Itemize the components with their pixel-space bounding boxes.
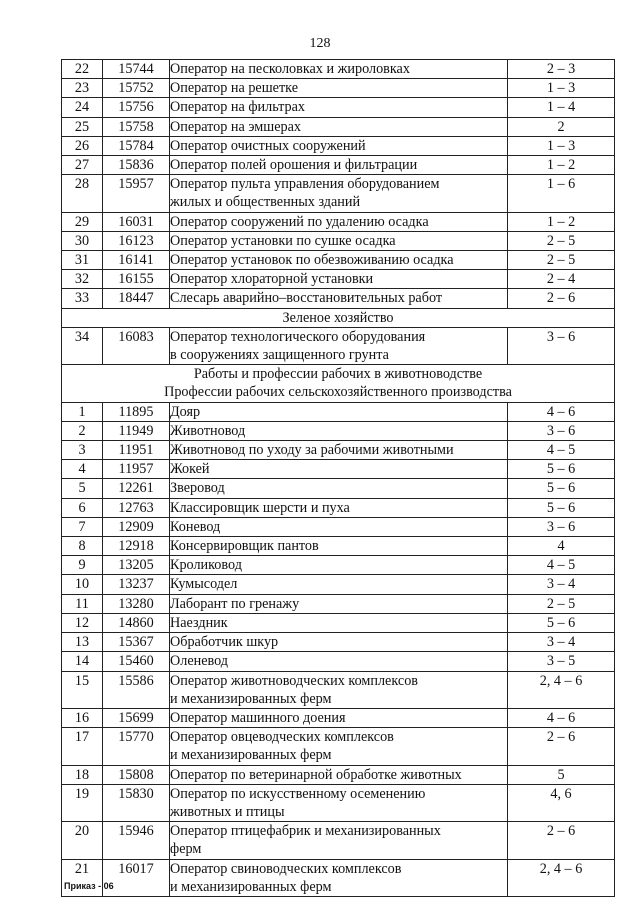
profession-name-line: Консервировщик пантов [170, 538, 319, 555]
profession-name [170, 784, 508, 821]
grade-range: 5 [508, 765, 615, 784]
profession-name-line: Зверовод [170, 480, 225, 497]
row-number: 22 [62, 60, 103, 79]
profession-name [170, 517, 508, 536]
profession-name-line: Слесарь аварийно–восстановительных работ [170, 290, 443, 307]
profession-name-line: Оператор хлораторной установки [170, 271, 374, 288]
profession-code: 15808 [103, 765, 170, 784]
profession-name-line: Наездник [170, 614, 228, 631]
profession-name-line: Оператор на эмшерах [170, 118, 301, 135]
grade-range: 2 – 5 [508, 594, 615, 613]
table-row [62, 594, 615, 613]
profession-name [170, 212, 508, 231]
table-row [62, 251, 615, 270]
grade-range: 3 – 6 [508, 421, 615, 440]
profession-code: 15836 [103, 156, 170, 175]
profession-name [170, 479, 508, 498]
grade-range: 4, 6 [508, 784, 615, 821]
profession-name-line: Оператор на песколовках и жироловках [170, 61, 410, 77]
profession-name [170, 498, 508, 517]
row-number: 3 [62, 441, 103, 460]
profession-name-line: животных и птицы [170, 803, 285, 820]
profession-name [170, 156, 508, 175]
row-number: 9 [62, 556, 103, 575]
row-number: 5 [62, 479, 103, 498]
profession-name [170, 575, 508, 594]
profession-code: 13280 [103, 594, 170, 613]
profession-name-line: Оператор по ветеринарной обработке животных [170, 766, 462, 783]
row-number: 33 [62, 289, 103, 308]
table-row [62, 79, 615, 98]
row-number: 32 [62, 270, 103, 289]
profession-name [170, 859, 508, 896]
table-row [62, 421, 615, 440]
profession-code: 16155 [103, 270, 170, 289]
profession-name-line: Животновод по уходу за рабочими животными [170, 442, 454, 459]
profession-name-line: Оператор животноводческих комплексов [170, 672, 418, 689]
profession-name-line: ферм [170, 841, 202, 858]
grade-range: 2 – 6 [508, 728, 615, 765]
grade-range: 3 – 6 [508, 327, 615, 364]
profession-code: 16141 [103, 251, 170, 270]
profession-code: 12261 [103, 479, 170, 498]
profession-name-line: Оператор овцеводческих комплексов [170, 729, 394, 746]
profession-code: 11957 [103, 460, 170, 479]
profession-name-line: Обработчик шкур [170, 634, 279, 651]
grade-range: 1 – 6 [508, 175, 615, 212]
profession-name [170, 728, 508, 765]
profession-name-line: Коневод [170, 518, 221, 535]
profession-name [170, 117, 508, 136]
profession-name [170, 556, 508, 575]
profession-name-line: Лаборант по гренажу [170, 595, 300, 612]
table-row [62, 859, 615, 896]
table-row [62, 498, 615, 517]
grade-range: 4 – 6 [508, 402, 615, 421]
grade-range: 5 – 6 [508, 479, 615, 498]
profession-name-line: Классировщик шерсти и пуха [170, 499, 350, 516]
row-number: 26 [62, 136, 103, 155]
grade-range: 1 – 4 [508, 98, 615, 117]
profession-code: 11949 [103, 421, 170, 440]
table-row [62, 479, 615, 498]
row-number: 30 [62, 231, 103, 250]
profession-name-line: Оператор установки по сушке осадка [170, 232, 396, 249]
profession-code: 16083 [103, 327, 170, 364]
grade-range: 3 – 4 [508, 575, 615, 594]
table-row [62, 708, 615, 727]
row-number: 18 [62, 765, 103, 784]
profession-code: 18447 [103, 289, 170, 308]
profession-code: 15830 [103, 784, 170, 821]
grade-range: 3 – 5 [508, 652, 615, 671]
row-number: 6 [62, 498, 103, 517]
profession-name [170, 633, 508, 652]
grade-range: 4 [508, 537, 615, 556]
profession-name-line: Дояр [170, 403, 201, 420]
row-number: 19 [62, 784, 103, 821]
profession-code: 14860 [103, 613, 170, 632]
profession-code: 16017 [103, 859, 170, 896]
profession-name-line: Кроликовод [170, 557, 242, 574]
profession-name [170, 270, 508, 289]
profession-name [170, 60, 508, 79]
profession-name [170, 441, 508, 460]
profession-name [170, 251, 508, 270]
profession-code: 15756 [103, 98, 170, 117]
table-row [62, 556, 615, 575]
table-row [62, 537, 615, 556]
row-number: 31 [62, 251, 103, 270]
profession-name-line: Оператор машинного доения [170, 709, 346, 726]
profession-name [170, 175, 508, 212]
row-number: 29 [62, 212, 103, 231]
table-row [62, 728, 615, 765]
profession-code: 16123 [103, 231, 170, 250]
row-number: 10 [62, 575, 103, 594]
profession-name-line: Оператор птицефабрик и механизированных [170, 823, 441, 840]
table-row [62, 460, 615, 479]
row-number: 27 [62, 156, 103, 175]
grade-range: 2, 4 – 6 [508, 671, 615, 708]
row-number: 7 [62, 517, 103, 536]
profession-name-line: в сооружениях защищенного грунта [170, 347, 389, 364]
profession-name [170, 460, 508, 479]
profession-name [170, 289, 508, 308]
profession-name [170, 231, 508, 250]
grade-range: 1 – 3 [508, 79, 615, 98]
profession-name-line: и механизированных ферм [170, 747, 332, 764]
section-heading-line: Работы и профессии рабочих в животноводстве [193, 366, 483, 383]
profession-code: 15957 [103, 175, 170, 212]
profession-name-line: Оператор установок по обезвоживанию осадка [170, 252, 454, 269]
row-number: 15 [62, 671, 103, 708]
row-number: 8 [62, 537, 103, 556]
profession-name-line: Оператор на решетке [170, 80, 298, 97]
row-number: 23 [62, 79, 103, 98]
section-row [62, 365, 615, 402]
profession-code: 15460 [103, 652, 170, 671]
profession-code: 16031 [103, 212, 170, 231]
table-row [62, 270, 615, 289]
table-row [62, 784, 615, 821]
row-number: 25 [62, 117, 103, 136]
profession-code: 15770 [103, 728, 170, 765]
row-number: 13 [62, 633, 103, 652]
section-row [62, 308, 615, 327]
grade-range: 2 – 6 [508, 289, 615, 308]
profession-name [170, 327, 508, 364]
grade-range: 1 – 2 [508, 212, 615, 231]
profession-name [170, 613, 508, 632]
table-row [62, 156, 615, 175]
profession-name-line: Оператор пульта управления оборудованием [170, 176, 440, 193]
profession-name [170, 79, 508, 98]
profession-code: 15752 [103, 79, 170, 98]
profession-name-line: и механизированных ферм [170, 690, 332, 707]
profession-name-line: Кумысодел [170, 576, 238, 593]
row-number: 34 [62, 327, 103, 364]
table-row [62, 289, 615, 308]
profession-code: 11895 [103, 402, 170, 421]
grade-range: 1 – 2 [508, 156, 615, 175]
grade-range: 2 – 3 [508, 60, 615, 79]
table-row [62, 633, 615, 652]
grade-range: 2, 4 – 6 [508, 859, 615, 896]
profession-name [170, 421, 508, 440]
table-row [62, 765, 615, 784]
profession-name-line: Жокей [170, 461, 210, 478]
profession-code: 13205 [103, 556, 170, 575]
profession-code: 11951 [103, 441, 170, 460]
grade-range: 2 – 5 [508, 231, 615, 250]
profession-name [170, 822, 508, 859]
table-row [62, 117, 615, 136]
row-number: 17 [62, 728, 103, 765]
table-row [62, 671, 615, 708]
profession-name-line: Оператор полей орошения и фильтрации [170, 157, 418, 174]
profession-name-line: и механизированных ферм [170, 878, 332, 895]
row-number: 21 [62, 859, 103, 896]
table-row [62, 212, 615, 231]
grade-range: 4 – 5 [508, 441, 615, 460]
table-row [62, 575, 615, 594]
table-row [62, 822, 615, 859]
profession-code: 13237 [103, 575, 170, 594]
profession-name [170, 98, 508, 117]
row-number: 12 [62, 613, 103, 632]
grade-range: 2 – 5 [508, 251, 615, 270]
profession-code: 15744 [103, 60, 170, 79]
profession-name [170, 594, 508, 613]
professions-table [61, 59, 615, 897]
profession-name-line: Животновод [170, 422, 246, 439]
table-row [62, 517, 615, 536]
table-row [62, 231, 615, 250]
profession-code: 12763 [103, 498, 170, 517]
profession-name-line: Оленевод [170, 653, 229, 670]
section-heading-line: Профессии рабочих сельскохозяйственного производства [164, 384, 512, 401]
profession-name-line: Оператор сооружений по удалению осадка [170, 213, 429, 230]
profession-code: 15699 [103, 708, 170, 727]
page-number: 128 [309, 36, 331, 51]
profession-name [170, 671, 508, 708]
row-number: 16 [62, 708, 103, 727]
row-number: 2 [62, 421, 103, 440]
profession-code: 15784 [103, 136, 170, 155]
profession-name [170, 765, 508, 784]
profession-name-line: Оператор на фильтрах [170, 99, 305, 116]
grade-range: 1 – 3 [508, 136, 615, 155]
row-number: 20 [62, 822, 103, 859]
section-heading [62, 365, 615, 402]
row-number: 28 [62, 175, 103, 212]
row-number: 4 [62, 460, 103, 479]
profession-code: 12918 [103, 537, 170, 556]
footer-label: Приказ - 06 [64, 881, 114, 891]
table-row [62, 652, 615, 671]
professions-table-body [62, 60, 615, 897]
table-row [62, 441, 615, 460]
row-number: 24 [62, 98, 103, 117]
profession-name-line: жилых и общественных зданий [170, 194, 361, 211]
grade-range: 5 – 6 [508, 460, 615, 479]
table-row [62, 327, 615, 364]
table-row [62, 613, 615, 632]
table-row [62, 136, 615, 155]
grade-range: 2 – 6 [508, 822, 615, 859]
grade-range: 2 [508, 117, 615, 136]
profession-name [170, 652, 508, 671]
profession-code: 15758 [103, 117, 170, 136]
profession-name-line: Оператор по искусственному осеменению [170, 785, 426, 802]
grade-range: 3 – 4 [508, 633, 615, 652]
profession-code: 15367 [103, 633, 170, 652]
profession-code: 12909 [103, 517, 170, 536]
grade-range: 4 – 6 [508, 708, 615, 727]
row-number: 14 [62, 652, 103, 671]
profession-code: 15586 [103, 671, 170, 708]
row-number: 11 [62, 594, 103, 613]
table-row [62, 175, 615, 212]
profession-name [170, 708, 508, 727]
table-row [62, 98, 615, 117]
table-row [62, 402, 615, 421]
grade-range: 5 – 6 [508, 498, 615, 517]
grade-range: 5 – 6 [508, 613, 615, 632]
profession-name [170, 537, 508, 556]
grade-range: 3 – 6 [508, 517, 615, 536]
profession-name-line: Оператор очистных сооружений [170, 137, 366, 154]
section-heading: Зеленое хозяйство [62, 308, 615, 327]
table-row [62, 60, 615, 79]
row-number: 1 [62, 402, 103, 421]
profession-name-line: Оператор технологического оборудования [170, 328, 426, 345]
profession-name [170, 136, 508, 155]
grade-range: 4 – 5 [508, 556, 615, 575]
profession-code: 15946 [103, 822, 170, 859]
profession-name [170, 402, 508, 421]
profession-name-line: Оператор свиноводческих комплексов [170, 860, 402, 877]
grade-range: 2 – 4 [508, 270, 615, 289]
